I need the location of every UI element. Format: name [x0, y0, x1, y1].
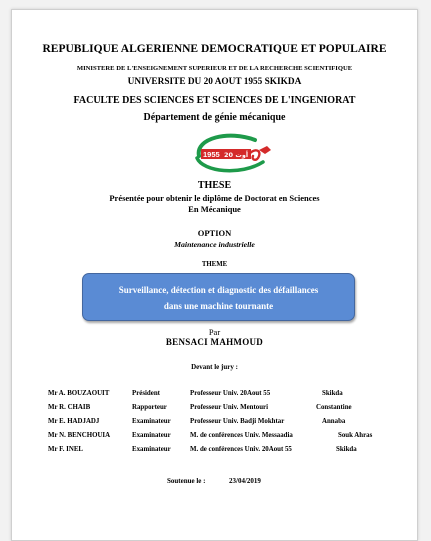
jury-row [12, 404, 417, 416]
theme-title-line-1: Surveillance, détection et diagnostic des défaillances [118, 285, 319, 295]
department-heading: Département de génie mécanique [143, 112, 286, 123]
logo-date: 20 أوت [224, 151, 249, 159]
option-value: Maintenance industrielle [174, 240, 255, 249]
presented-line: Présentée pour obtenir le diplôme de Doctorat en Sciences [109, 193, 320, 203]
theme-title-box [82, 273, 355, 321]
jury-member-rank: Professeur Univ. Mentouri [190, 404, 269, 411]
jury-row [12, 432, 417, 444]
jury-member-name: Mr E. HADJADJ [48, 418, 100, 425]
jury-member-name: Mr N. BENCHOUIA [48, 432, 111, 439]
jury-member-name: Mr F. INEL [48, 446, 84, 453]
jury-member-role: Examinateur [132, 432, 171, 439]
university-logo [189, 132, 275, 176]
jury-row [12, 390, 417, 402]
theme-label: THEME [201, 261, 228, 268]
republic-heading: REPUBLIQUE ALGERIENNE DEMOCRATIQUE ET POPULAIRE [42, 43, 387, 55]
option-label: OPTION [197, 228, 232, 238]
document-page [11, 9, 418, 541]
defense-line [167, 477, 261, 485]
jury-member-rank: M. de conférences Univ. Messaadia [190, 432, 293, 439]
jury-member-city: Skikda [322, 390, 343, 397]
by-label: Par [208, 327, 221, 337]
jury-member-role: Examinateur [132, 446, 171, 453]
jury-member-role: Président [132, 390, 160, 397]
defense-label: Soutenue le : [167, 477, 206, 485]
jury-member-rank: Professeur Univ. 20Aout 55 [190, 390, 271, 397]
theme-title-line-2: dans une machine tournante [163, 301, 274, 311]
jury-member-name: Mr A. BOUZAOUIT [48, 390, 110, 397]
these-title: THESE [197, 180, 232, 191]
jury-row [12, 418, 417, 430]
defense-date: 23/04/2019 [229, 477, 261, 485]
jury-member-role: Rapporteur [132, 404, 167, 411]
faculty-heading: FACULTE DES SCIENCES ET SCIENCES DE L'INGENIORAT [73, 95, 356, 106]
jury-member-city: Skikda [336, 446, 357, 453]
jury-heading: Devant le jury : [191, 363, 238, 371]
ministry-heading: MINISTERE DE L'ENSEIGNEMENT SUPERIEUR ET DE LA RECHERCHE SCIENTIFIQUE [76, 65, 353, 72]
logo-year: 1955 [203, 150, 220, 159]
jury-member-city: Annaba [322, 418, 346, 425]
jury-member-name: Mr R. CHAIB [48, 404, 91, 411]
jury-member-role: Examinateur [132, 418, 171, 425]
university-heading: UNIVERSITE DU 20 AOUT 1955 SKIKDA [127, 77, 302, 87]
author-name: BENSACI MAHMOUD [165, 337, 264, 347]
jury-member-city: Souk Ahras [338, 432, 373, 439]
jury-member-rank: M. de conférences Univ. 20Aout 55 [190, 446, 292, 453]
jury-member-rank: Professeur Univ. Badji Mokhtar [190, 418, 285, 425]
jury-member-city: Constantine [316, 404, 352, 411]
jury-row [12, 446, 417, 458]
specialty-line: En Mécanique [188, 204, 241, 214]
